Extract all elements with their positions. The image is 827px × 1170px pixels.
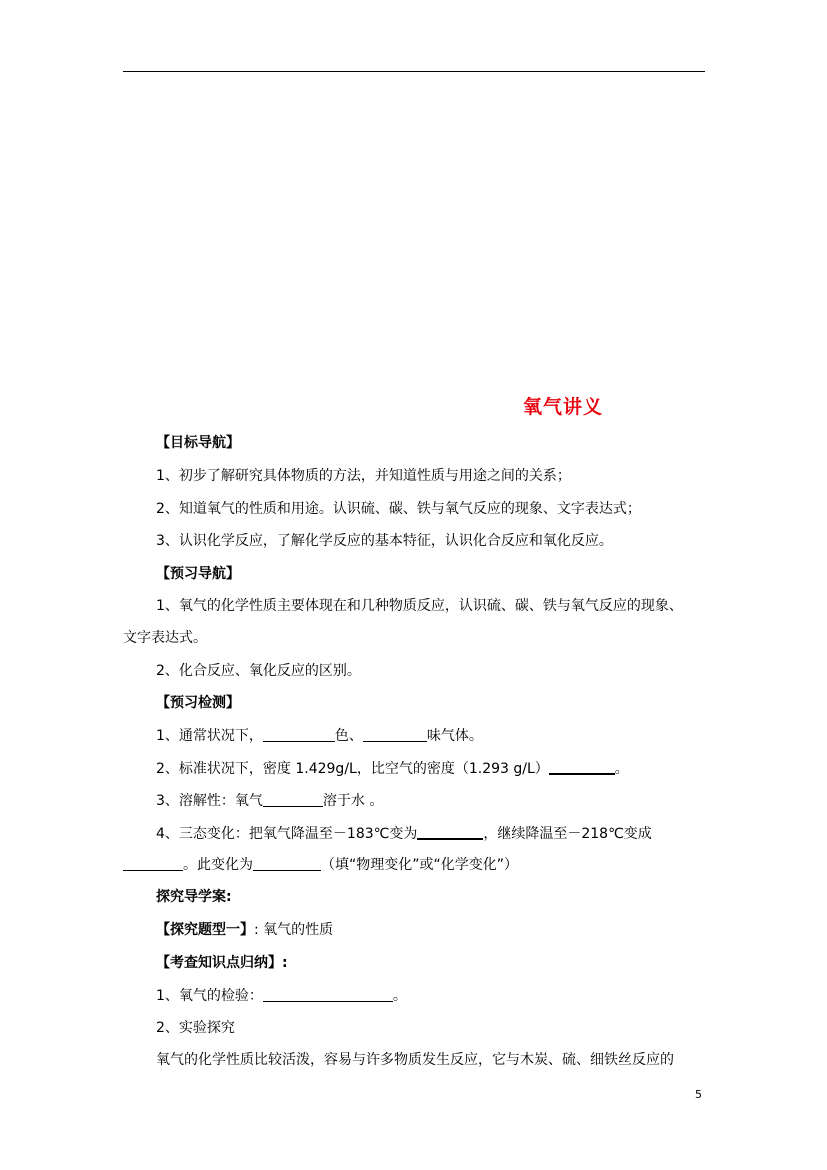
s1-text-b: 。 [392, 988, 407, 1004]
type-1-heading: 【探究题型一】 [156, 922, 254, 938]
page-title: 氧气讲义 [523, 396, 604, 418]
q1-text-c: 味气体。 [426, 728, 483, 744]
q1-text-b: 色、 [334, 728, 363, 744]
q1-blank-color[interactable] [263, 727, 335, 742]
check-heading: 【预习检测】 [156, 695, 240, 711]
summary-colon: : [282, 955, 288, 971]
q4-text-d: （填“物理变化”或“化学变化”） [321, 857, 519, 873]
preview-item-2: 2、化合反应、氧化反应的区别。 [156, 663, 361, 679]
type-1-text: : 氧气的性质 [254, 922, 334, 938]
s1-blank[interactable] [263, 987, 393, 1002]
q4-text-c: 。此变化为 [183, 857, 253, 873]
q1-text-a: 1、通常状况下， [156, 728, 263, 744]
summary-heading-line [156, 954, 288, 972]
q4-text-b: ，继续降温至－218℃变成 [483, 826, 652, 842]
q3-text-a: 3、溶解性：氧气 [156, 793, 263, 809]
page-number: 5 [695, 1088, 702, 1101]
q4-text-a: 4、三态变化：把氧气降温至－183℃变为 [156, 826, 418, 842]
q2-text-a: 2、标准状况下，密度 1.429g/L，比空气的密度（1.293 g/L） [156, 761, 549, 777]
check-question-4-line-1 [156, 824, 652, 843]
check-question-1 [156, 727, 483, 745]
goals-item-3: 3、认识化学反应，了解化学反应的基本特征，认识化合反应和氧化反应。 [156, 533, 613, 549]
q3-blank[interactable] [263, 792, 323, 807]
q2-blank[interactable] [549, 759, 615, 775]
q4-blank-2[interactable] [123, 856, 183, 871]
summary-item-1 [156, 987, 407, 1005]
preview-heading: 【预习导航】 [156, 566, 240, 582]
summary-heading: 【考查知识点归纳】 [156, 955, 282, 971]
q2-text-b: 。 [614, 761, 629, 777]
check-question-4-line-2 [123, 856, 518, 874]
q1-blank-smell[interactable] [363, 727, 427, 742]
preview-item-1-line-1: 1、氧气的化学性质主要体现在和几种物质反应，认识硫、碳、铁与氧气反应的现象、 [156, 598, 683, 614]
summary-item-3: 氧气的化学性质比较活泼，容易与许多物质发生反应，它与木炭、硫、细铁丝反应的 [156, 1052, 674, 1068]
q4-blank-3[interactable] [253, 856, 321, 871]
q4-blank-1[interactable] [417, 824, 483, 840]
explore-heading: 探究导学案: [156, 889, 232, 905]
summary-item-2: 2、实验探究 [156, 1020, 235, 1036]
preview-item-1-line-2: 文字表达式。 [123, 630, 207, 646]
goals-heading: 【目标导航】 [156, 435, 240, 451]
goals-item-1: 1、初步了解研究具体物质的方法，并知道性质与用途之间的关系； [156, 468, 571, 484]
check-question-2 [156, 759, 629, 778]
explore-type-1 [156, 921, 333, 939]
q3-text-b: 溶于水 。 [322, 793, 384, 809]
check-question-3 [156, 792, 383, 810]
header-rule [123, 71, 705, 72]
goals-item-2: 2、知道氧气的性质和用途。认识硫、碳、铁与氧气反应的现象、文字表达式； [156, 501, 641, 517]
s1-text-a: 1、氧气的检验： [156, 988, 263, 1004]
